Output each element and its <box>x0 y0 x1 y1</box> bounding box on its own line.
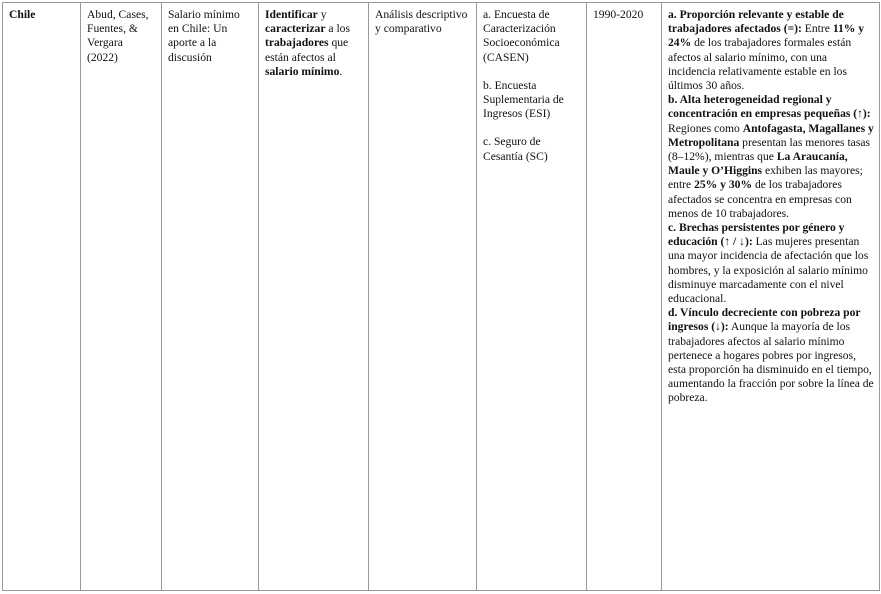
objective-text-2: a los <box>325 22 350 36</box>
finding-c <box>668 221 874 306</box>
title-cell <box>162 3 259 591</box>
objective-cell <box>259 3 369 591</box>
table-row <box>3 3 880 591</box>
finding-a-bold: 11% y 24% <box>668 22 865 50</box>
finding-d-heading: d. Vínculo decreciente con pobreza por ingresos (↓): <box>668 306 861 334</box>
finding-d-text: Aunque la mayoría de los trabajadores afectos al salario mínimo pertenece a hogares pobres por ingresos, esta proporción ha disminuido en el tiempo, aumentando la fracción por sobre la línea de pobreza. <box>668 320 874 405</box>
method-text: Análisis descriptivo y comparativo <box>375 8 468 36</box>
objective-bold-4: salario mínimo <box>265 64 340 78</box>
finding-a-text: Entre <box>801 22 833 36</box>
finding-b <box>668 93 874 221</box>
country-cell <box>3 3 81 591</box>
data-source-item: a. Encuesta de Caracterización Socioeconómica (CASEN) <box>483 8 560 64</box>
study-title: Salario mínimo en Chile: Un aporte a la discusión <box>168 8 240 64</box>
finding-a-heading: a. Proporción relevante y estable de trabajadores afectados (=): <box>668 8 844 36</box>
authors-cell <box>81 3 162 591</box>
finding-c-text: Las mujeres presentan una mayor incidencia de afectación que los hombres, y la exposición al salario mínimo disminuye marcadamente con el nivel educacional. <box>668 235 869 306</box>
finding-b-text: exhiben las mayores; entre <box>668 164 863 192</box>
objective-bold-2: caracterizar <box>265 22 326 36</box>
data-source-item: c. Seguro de Cesantía (SC) <box>483 135 548 163</box>
finding-b-bold: La Araucanía, Maule y O’Higgins <box>668 150 848 178</box>
objective-bold-3: trabajadores <box>265 36 329 50</box>
finding-a-text: de los trabajadores formales están afectos al salario mínimo, con una incidencia relativamente estable en los últimos 30 años. <box>668 36 852 93</box>
objective-text-1: y <box>317 8 327 21</box>
finding-b-bold: 25% y 30% <box>694 178 753 192</box>
findings-cell <box>662 3 880 591</box>
literature-review-table <box>2 2 880 591</box>
finding-b-bold: Antofagasta, Magallanes y Metropolitana <box>668 121 874 149</box>
country-label: Chile <box>9 8 36 21</box>
objective-text-3: que están afectos al <box>265 36 349 64</box>
authors-text: Abud, Cases, Fuentes, & Vergara (2022) <box>87 8 149 64</box>
finding-b-heading: b. Alta heterogeneidad regional y concentración en empresas pequeñas (↑): <box>668 93 871 121</box>
method-cell <box>369 3 477 591</box>
finding-a <box>668 8 874 93</box>
data-sources-cell <box>477 3 587 591</box>
finding-c-heading: c. Brechas persistentes por género y educación (↑ / ↓): <box>668 221 845 249</box>
finding-d <box>668 306 874 405</box>
objective-text-4: . <box>339 64 343 78</box>
finding-b-text: presentan las menores tasas (8–12%), mientras que <box>668 135 870 164</box>
objective-bold-1: Identificar <box>265 8 318 21</box>
finding-b-text: Regiones como <box>668 121 743 135</box>
finding-b-text: de los trabajadores afectados se concentra en empresas con menos de 10 trabajadores. <box>668 178 852 220</box>
period-cell <box>587 3 662 591</box>
period-text: 1990-2020 <box>593 8 644 21</box>
data-source-item: b. Encuesta Suplementaria de Ingresos (ESI) <box>483 78 564 121</box>
